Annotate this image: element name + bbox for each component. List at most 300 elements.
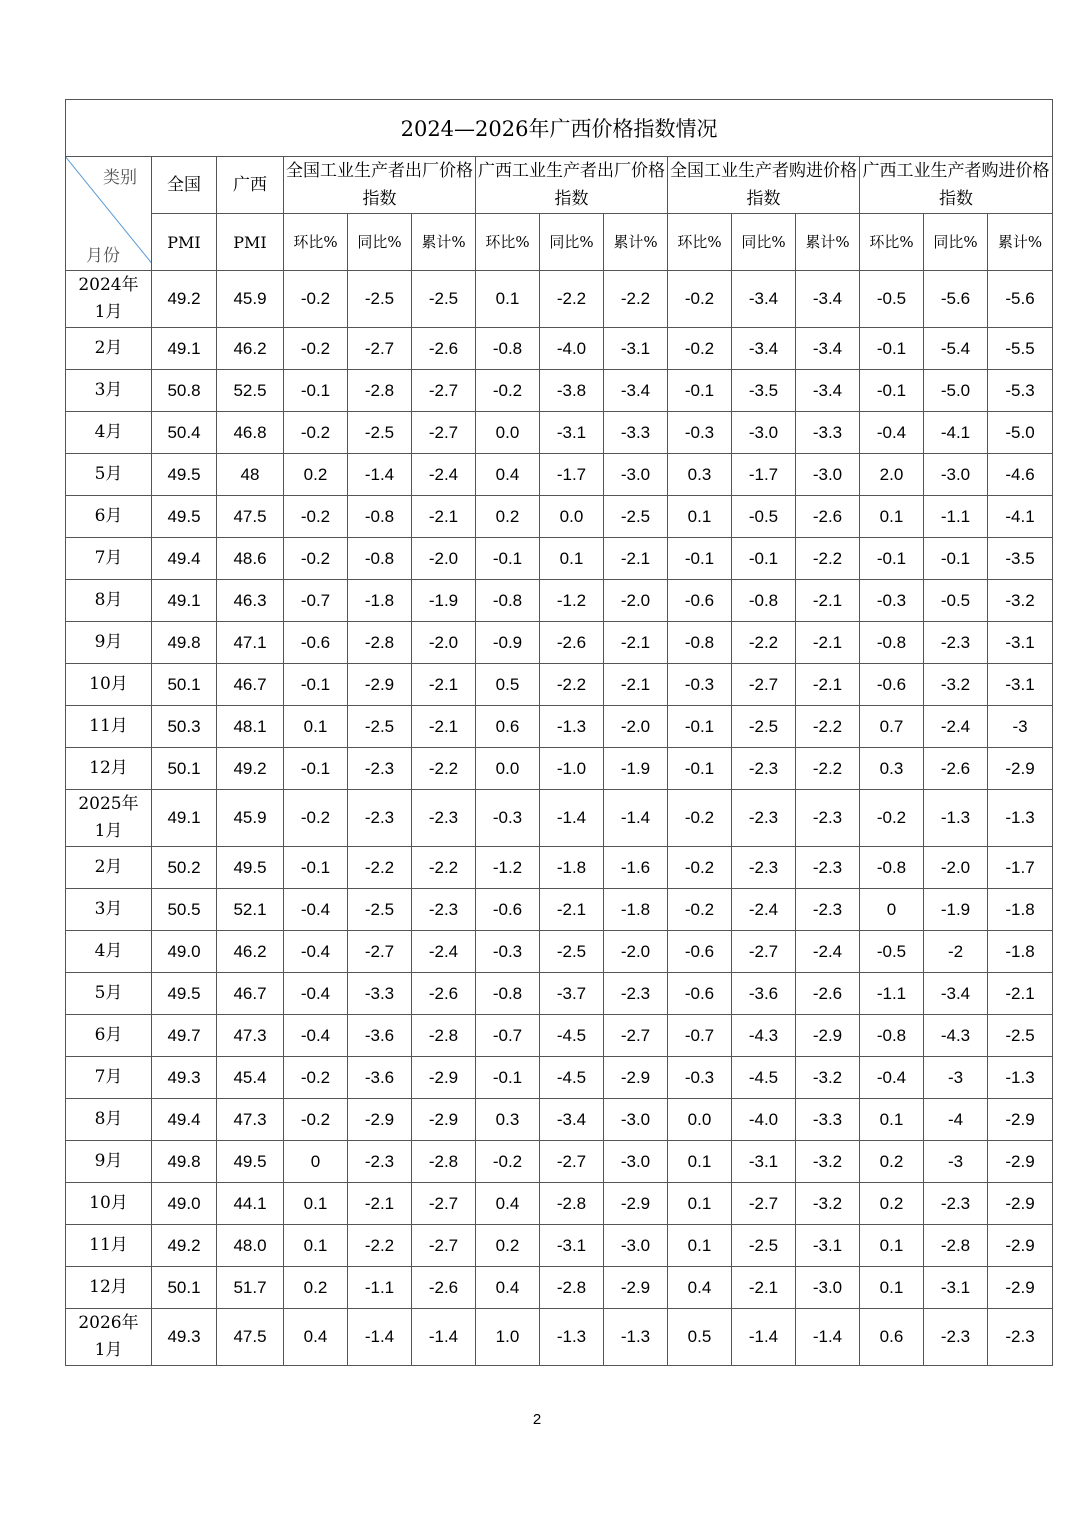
value-cell: 44.1 [217,1183,284,1225]
value-cell: -2.5 [348,412,412,454]
value-cell: -2.7 [412,1225,476,1267]
value-cell: -0.8 [476,973,540,1015]
value-cell: 0.3 [476,1099,540,1141]
value-cell: -2.5 [348,706,412,748]
value-cell: -0.8 [476,328,540,370]
value-cell: -2.1 [732,1267,796,1309]
month-cell: 7月 [66,538,152,580]
value-cell: -4.5 [540,1057,604,1099]
value-cell: -0.9 [476,622,540,664]
value-cell: 49.8 [152,622,217,664]
value-cell: -1.1 [860,973,924,1015]
value-cell: -1.8 [988,889,1053,931]
value-cell: -2.3 [796,790,860,847]
value-cell: -5.5 [988,328,1053,370]
value-cell: 0.4 [476,1267,540,1309]
value-cell: 49.1 [152,328,217,370]
month-cell: 12月 [66,748,152,790]
value-cell: 51.7 [217,1267,284,1309]
table-row [66,847,1053,889]
value-cell: 0.5 [476,664,540,706]
value-cell: 49.8 [152,1141,217,1183]
value-cell: -2.7 [604,1015,668,1057]
value-cell: -3.2 [796,1183,860,1225]
value-cell: -2.0 [604,706,668,748]
value-cell: 50.4 [152,412,217,454]
value-cell: -2.2 [732,622,796,664]
value-cell: -3.4 [604,370,668,412]
table-row [66,538,1053,580]
value-cell: -3.4 [796,370,860,412]
value-cell: 49.5 [217,847,284,889]
value-cell: -1.4 [348,454,412,496]
value-cell: -2.2 [348,1225,412,1267]
month-cell: 2024年 1月 [66,271,152,328]
value-cell: 0.0 [476,748,540,790]
table-row [66,973,1053,1015]
value-cell: -3.1 [796,1225,860,1267]
value-cell: -2.1 [412,496,476,538]
value-cell: -0.4 [860,1057,924,1099]
value-cell: 0.2 [476,496,540,538]
value-cell: -3.2 [924,664,988,706]
value-cell: 0.1 [284,1225,348,1267]
value-cell: 0.1 [668,1183,732,1225]
value-cell: -1.1 [924,496,988,538]
value-cell: -0.2 [284,328,348,370]
value-cell: -0.3 [476,790,540,847]
value-cell: -0.5 [860,271,924,328]
value-cell: -2.1 [796,664,860,706]
value-cell: -3.4 [924,973,988,1015]
value-cell: -3.5 [988,538,1053,580]
value-cell: -0.1 [668,706,732,748]
value-cell: -2.6 [796,496,860,538]
value-cell: -0.1 [284,847,348,889]
value-cell: -0.5 [732,496,796,538]
value-cell: -1.7 [540,454,604,496]
value-cell: 49.7 [152,1015,217,1057]
value-cell: -2.8 [540,1183,604,1225]
value-cell: -0.1 [476,1057,540,1099]
value-cell: -3 [924,1141,988,1183]
value-cell: 0.3 [860,748,924,790]
value-cell: -0.7 [284,580,348,622]
value-cell: -2.3 [924,1183,988,1225]
value-cell: -1.8 [540,847,604,889]
subheader-g2-yoy: 同比% [540,214,604,271]
value-cell: 46.7 [217,664,284,706]
value-cell: -2.3 [988,1309,1053,1366]
value-cell: 0.1 [860,1099,924,1141]
value-cell: -3.0 [604,1225,668,1267]
value-cell: -2.0 [604,580,668,622]
value-cell: 2.0 [860,454,924,496]
month-cell: 7月 [66,1057,152,1099]
value-cell: 50.3 [152,706,217,748]
value-cell: 0.1 [860,1267,924,1309]
value-cell: 48.6 [217,538,284,580]
value-cell: -2.9 [988,1225,1053,1267]
value-cell: -2.8 [348,622,412,664]
value-cell: -2 [924,931,988,973]
value-cell: -0.8 [860,1015,924,1057]
table-row [66,1183,1053,1225]
value-cell: 0.0 [540,496,604,538]
value-cell: -2.3 [732,847,796,889]
value-cell: -3 [924,1057,988,1099]
value-cell: -0.8 [860,847,924,889]
page-number: 2 [532,1411,542,1428]
value-cell: -2.1 [540,889,604,931]
value-cell: -2.9 [604,1267,668,1309]
value-cell: -1.9 [412,580,476,622]
value-cell: -0.5 [924,580,988,622]
value-cell: 0.4 [284,1309,348,1366]
month-cell: 8月 [66,1099,152,1141]
value-cell: -2.1 [412,664,476,706]
value-cell: -0.6 [668,580,732,622]
value-cell: -2.5 [988,1015,1053,1057]
value-cell: -3.4 [796,271,860,328]
value-cell: -2.7 [412,412,476,454]
value-cell: -0.5 [860,931,924,973]
table-row [66,1225,1053,1267]
header-national-ppi-out: 全国工业生产者出厂价格指数 [284,157,476,214]
subheader-g2-mom: 环比% [476,214,540,271]
header-guangxi-ppi-in: 广西工业生产者购进价格指数 [860,157,1053,214]
month-cell: 5月 [66,973,152,1015]
value-cell: -0.8 [348,538,412,580]
value-cell: -5.4 [924,328,988,370]
value-cell: -2.9 [604,1183,668,1225]
value-cell: 0.4 [476,1183,540,1225]
value-cell: -0.2 [284,1099,348,1141]
value-cell: -0.7 [668,1015,732,1057]
value-cell: -2.1 [988,973,1053,1015]
value-cell: -2.5 [540,931,604,973]
value-cell: -1.4 [604,790,668,847]
value-cell: -2.4 [412,931,476,973]
value-cell: -1.4 [540,790,604,847]
value-cell: -0.2 [284,412,348,454]
value-cell: -0.3 [668,412,732,454]
value-cell: -2.6 [540,622,604,664]
month-cell: 9月 [66,1141,152,1183]
value-cell: 0.1 [860,1225,924,1267]
table-row [66,622,1053,664]
value-cell: -2.9 [988,1099,1053,1141]
month-cell: 5月 [66,454,152,496]
value-cell: -0.8 [860,622,924,664]
value-cell: -1.7 [732,454,796,496]
value-cell: -2.6 [412,328,476,370]
month-cell: 2026年 1月 [66,1309,152,1366]
value-cell: -1.9 [924,889,988,931]
value-cell: 0.6 [860,1309,924,1366]
subheader-g4-yoy: 同比% [924,214,988,271]
value-cell: -2.6 [924,748,988,790]
value-cell: -2.6 [412,973,476,1015]
value-cell: 0.1 [860,496,924,538]
value-cell: -2.8 [348,370,412,412]
value-cell: -2.9 [412,1099,476,1141]
table-row [66,370,1053,412]
value-cell: -3.4 [732,271,796,328]
value-cell: 0.0 [476,412,540,454]
value-cell: -3.1 [604,328,668,370]
value-cell: -2.3 [732,790,796,847]
value-cell: -1.8 [348,580,412,622]
table-row [66,1267,1053,1309]
subheader-g4-cumulative: 累计% [988,214,1053,271]
value-cell: -3.1 [732,1141,796,1183]
value-cell: -4.0 [540,328,604,370]
value-cell: -3.4 [540,1099,604,1141]
value-cell: -2.9 [604,1057,668,1099]
value-cell: -0.1 [860,538,924,580]
value-cell: 0.5 [668,1309,732,1366]
value-cell: 45.9 [217,271,284,328]
value-cell: 49.1 [152,790,217,847]
month-cell: 6月 [66,1015,152,1057]
table-row [66,1099,1053,1141]
value-cell: -2.9 [412,1057,476,1099]
value-cell: -0.2 [668,847,732,889]
value-cell: -1.3 [540,706,604,748]
value-cell: -0.4 [860,412,924,454]
value-cell: -2.9 [988,1141,1053,1183]
value-cell: 48.0 [217,1225,284,1267]
value-cell: -3.3 [796,1099,860,1141]
value-cell: -2.3 [924,622,988,664]
value-cell: 1.0 [476,1309,540,1366]
value-cell: 49.3 [152,1057,217,1099]
month-cell: 9月 [66,622,152,664]
header-guangxi-ppi-out: 广西工业生产者出厂价格指数 [476,157,668,214]
value-cell: -1.7 [988,847,1053,889]
value-cell: 0.2 [284,454,348,496]
value-cell: -2.0 [412,622,476,664]
value-cell: -2.6 [412,1267,476,1309]
value-cell: -0.1 [284,748,348,790]
value-cell: 49.4 [152,538,217,580]
value-cell: -3.3 [604,412,668,454]
value-cell: 45.9 [217,790,284,847]
value-cell: -4.3 [732,1015,796,1057]
value-cell: -2.2 [412,847,476,889]
value-cell: 0.0 [668,1099,732,1141]
corner-category-label: 类别 [103,168,137,188]
value-cell: -2.8 [924,1225,988,1267]
value-cell: -1.3 [540,1309,604,1366]
value-cell: -1.3 [988,1057,1053,1099]
value-cell: -2.7 [732,931,796,973]
header-pmi-national: PMI [152,214,217,271]
value-cell: -0.2 [476,370,540,412]
value-cell: -3.6 [732,973,796,1015]
table-row [66,496,1053,538]
value-cell: -2.2 [412,748,476,790]
value-cell: 0.1 [476,271,540,328]
value-cell: -0.3 [668,664,732,706]
value-cell: -2.4 [924,706,988,748]
value-cell: 46.3 [217,580,284,622]
month-cell: 8月 [66,580,152,622]
value-cell: 0.2 [284,1267,348,1309]
subheader-g3-mom: 环比% [668,214,732,271]
value-cell: -1.2 [540,580,604,622]
month-cell: 11月 [66,706,152,748]
value-cell: -0.1 [668,370,732,412]
subheader-g1-yoy: 同比% [348,214,412,271]
value-cell: -0.2 [476,1141,540,1183]
value-cell: -0.1 [476,538,540,580]
month-cell: 4月 [66,931,152,973]
value-cell: -1.4 [732,1309,796,1366]
value-cell: -3.0 [604,1141,668,1183]
value-cell: -0.4 [284,973,348,1015]
value-cell: -0.2 [284,790,348,847]
value-cell: 49.5 [152,454,217,496]
value-cell: -2.3 [924,1309,988,1366]
value-cell: 45.4 [217,1057,284,1099]
header-pmi-guangxi: PMI [217,214,284,271]
value-cell: -3.1 [924,1267,988,1309]
value-cell: 48.1 [217,706,284,748]
header-national: 全国 [152,157,217,214]
value-cell: -2.9 [796,1015,860,1057]
month-cell: 3月 [66,889,152,931]
value-cell: -2.2 [540,271,604,328]
value-cell: 47.3 [217,1015,284,1057]
value-cell: -3 [988,706,1053,748]
value-cell: -0.2 [668,889,732,931]
value-cell: -2.3 [732,748,796,790]
value-cell: -2.7 [540,1141,604,1183]
value-cell: -4 [924,1099,988,1141]
value-cell: -0.6 [668,931,732,973]
month-cell: 11月 [66,1225,152,1267]
table-row [66,412,1053,454]
value-cell: -0.2 [668,790,732,847]
value-cell: 48 [217,454,284,496]
value-cell: -0.1 [284,664,348,706]
header-national-ppi-in: 全国工业生产者购进价格指数 [668,157,860,214]
value-cell: 52.1 [217,889,284,931]
value-cell: -1.0 [540,748,604,790]
value-cell: -0.1 [668,748,732,790]
value-cell: -2.9 [988,1183,1053,1225]
value-cell: -3.0 [796,454,860,496]
value-cell: -2.1 [796,622,860,664]
value-cell: -2.3 [348,1141,412,1183]
subheader-g1-cumulative: 累计% [412,214,476,271]
value-cell: -2.8 [412,1015,476,1057]
price-index-table [65,99,1053,1366]
month-cell: 6月 [66,496,152,538]
value-cell: -3.1 [988,664,1053,706]
value-cell: 0.1 [284,706,348,748]
value-cell: 47.1 [217,622,284,664]
month-cell: 2月 [66,328,152,370]
value-cell: -2.7 [348,931,412,973]
subheader-g4-mom: 环比% [860,214,924,271]
value-cell: -2.5 [732,706,796,748]
value-cell: -1.9 [604,748,668,790]
value-cell: -0.2 [668,328,732,370]
value-cell: 0.3 [668,454,732,496]
value-cell: -2.2 [796,748,860,790]
value-cell: -0.8 [668,622,732,664]
value-cell: -3.6 [348,1057,412,1099]
value-cell: 0.2 [476,1225,540,1267]
value-cell: -3.2 [796,1141,860,1183]
value-cell: -2.9 [988,1267,1053,1309]
subheader-g1-mom: 环比% [284,214,348,271]
value-cell: -2.4 [796,931,860,973]
value-cell: 0.1 [540,538,604,580]
value-cell: -2.3 [412,889,476,931]
value-cell: -0.1 [924,538,988,580]
value-cell: -5.0 [924,370,988,412]
corner-month-label: 月份 [86,246,120,266]
value-cell: 0.2 [860,1183,924,1225]
value-cell: -0.8 [476,580,540,622]
value-cell: -2.7 [348,328,412,370]
value-cell: -3.5 [732,370,796,412]
month-cell: 2025年 1月 [66,790,152,847]
value-cell: -0.7 [476,1015,540,1057]
value-cell: 0.4 [668,1267,732,1309]
value-cell: -3.1 [540,412,604,454]
value-cell: -0.6 [860,664,924,706]
value-cell: -2.8 [412,1141,476,1183]
value-cell: -1.4 [412,1309,476,1366]
value-cell: 50.5 [152,889,217,931]
value-cell: -1.3 [604,1309,668,1366]
value-cell: -2.9 [348,1099,412,1141]
value-cell: -1.2 [476,847,540,889]
header-guangxi: 广西 [217,157,284,214]
value-cell: -2.1 [348,1183,412,1225]
subheader-g3-yoy: 同比% [732,214,796,271]
value-cell: -2.9 [988,748,1053,790]
value-cell: -0.1 [860,370,924,412]
value-cell: -2.7 [412,1183,476,1225]
table-title: 2024—2026年广西价格指数情况 [66,100,1053,157]
value-cell: -4.6 [988,454,1053,496]
value-cell: -2.1 [604,664,668,706]
value-cell: -0.2 [284,538,348,580]
value-cell: 49.1 [152,580,217,622]
value-cell: 0.4 [476,454,540,496]
value-cell: -5.6 [988,271,1053,328]
month-cell: 2月 [66,847,152,889]
value-cell: -2.4 [412,454,476,496]
value-cell: -2.1 [796,580,860,622]
value-cell: -2.6 [796,973,860,1015]
table-row [66,889,1053,931]
value-cell: 49.2 [217,748,284,790]
table-row [66,580,1053,622]
value-cell: -3.3 [796,412,860,454]
value-cell: 0.1 [668,496,732,538]
value-cell: 0 [284,1141,348,1183]
value-cell: -3.4 [732,328,796,370]
value-cell: -0.2 [284,496,348,538]
value-cell: -0.6 [476,889,540,931]
